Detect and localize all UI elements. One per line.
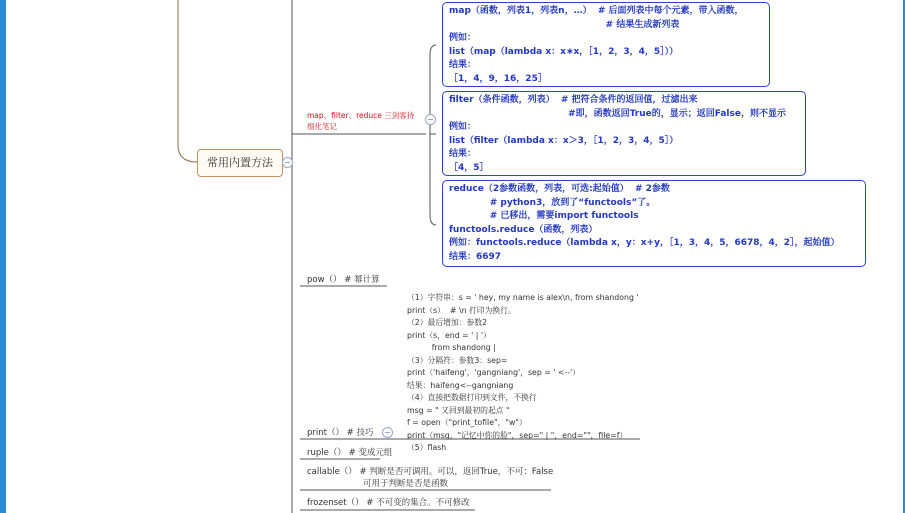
box-line: 结果： [449,60,477,71]
main-topic-label: 常用内置方法 [207,156,273,169]
print-note-line: print（s） # \n 打印为换行。 [407,305,516,315]
callable-subnote: 可用于判断是否是函数 [363,479,449,489]
box-line: 例如：functools.reduce（lambda x，y：x+y，［1，3，4，5，6678，4，2］，起始值） [449,238,840,249]
pow-node[interactable]: pow（） # 幂计算 [307,275,380,285]
box-line: # 已移出，需要import functools [449,211,639,222]
print-collapse-toggle[interactable]: − [382,427,393,438]
box-line: ［4，5］ [449,162,489,173]
box-line: map（函数，列表1，列表n，…） # 后面列表中每个元素，带入函数， [449,6,744,16]
box-line: 结果： [449,149,477,160]
print-note-line: 结果：haifeng<--gangniang [407,380,514,390]
print-note-line: print（msg，"记忆中你的脸"，sep=" | "，end=""，file=f） [407,430,628,440]
filter-note-box[interactable] [442,91,806,176]
box-line: # python3，放到了“functools”了。 [449,197,656,208]
box-line: # 结果生成新列表 [449,19,680,30]
print-note-line: （5）flash [407,443,447,452]
print-note-line: （3）分隔符：参数3：sep= [407,355,508,365]
map-filter-reduce-label[interactable]: map、filter、reduce 三剑客待 细化笔记 [307,111,415,131]
box-line: #即，函数返回True的，显示；返回False，则不显示 [449,108,786,119]
box-line: reduce（2参数函数，列表，可选:起始值） # 2参数 [449,184,670,194]
frozenset-node[interactable]: frozenset（） # 不可变的集合。不可修改 [307,498,470,508]
ruple-node[interactable]: ruple（） # 变成元组 [307,448,393,458]
print-node[interactable]: print（） # 技巧 [307,428,374,438]
box-line: filter（条件函数，列表） # 把符合条件的返回值，过滤出来 [449,95,698,105]
box-line: functools.reduce（函数，列表） [449,224,598,235]
box-line: list（map（lambda x：x∗x，［1，2，3，4，5］）） [449,46,679,57]
callable-node[interactable]: callable（） # 判断是否可调用。可以，返回True，不可：False [307,467,554,477]
print-note-line: from shandong | [407,343,496,352]
main-topic-node[interactable] [197,149,283,177]
map-group-collapse-toggle[interactable]: − [425,114,436,125]
print-note-line: print（s，end = ' | '） [407,330,491,340]
box-line: 例如： [449,122,477,133]
print-note-line: （4）直接把数据打印到文件，不换行 [407,393,537,402]
map-note-box[interactable] [442,2,770,87]
print-note-line: msg = " 又回到最初的起点 " [407,405,510,415]
reduce-note-box[interactable] [442,180,866,267]
box-line: ［1，4，9，16，25］ [449,73,547,84]
box-line: list（filter（lambda x：x＞3，［1，2，3，4，5］） [449,135,679,146]
print-note-line: （2）最后增加：参数2 [407,318,488,327]
print-note-line: （1）字符串：s = ' hey, my name is alex\n, from shandong ' [407,293,639,302]
print-note-line: print（'haifeng'，'gangniang'，sep = ' <--'） [407,368,581,377]
main-collapse-toggle[interactable]: − [282,157,293,168]
box-line: 例如： [449,33,477,44]
print-notes [407,292,639,455]
box-line: 结果：6697 [449,251,502,262]
print-note-line: f = open（"print_tofile"，"w"） [407,418,527,427]
